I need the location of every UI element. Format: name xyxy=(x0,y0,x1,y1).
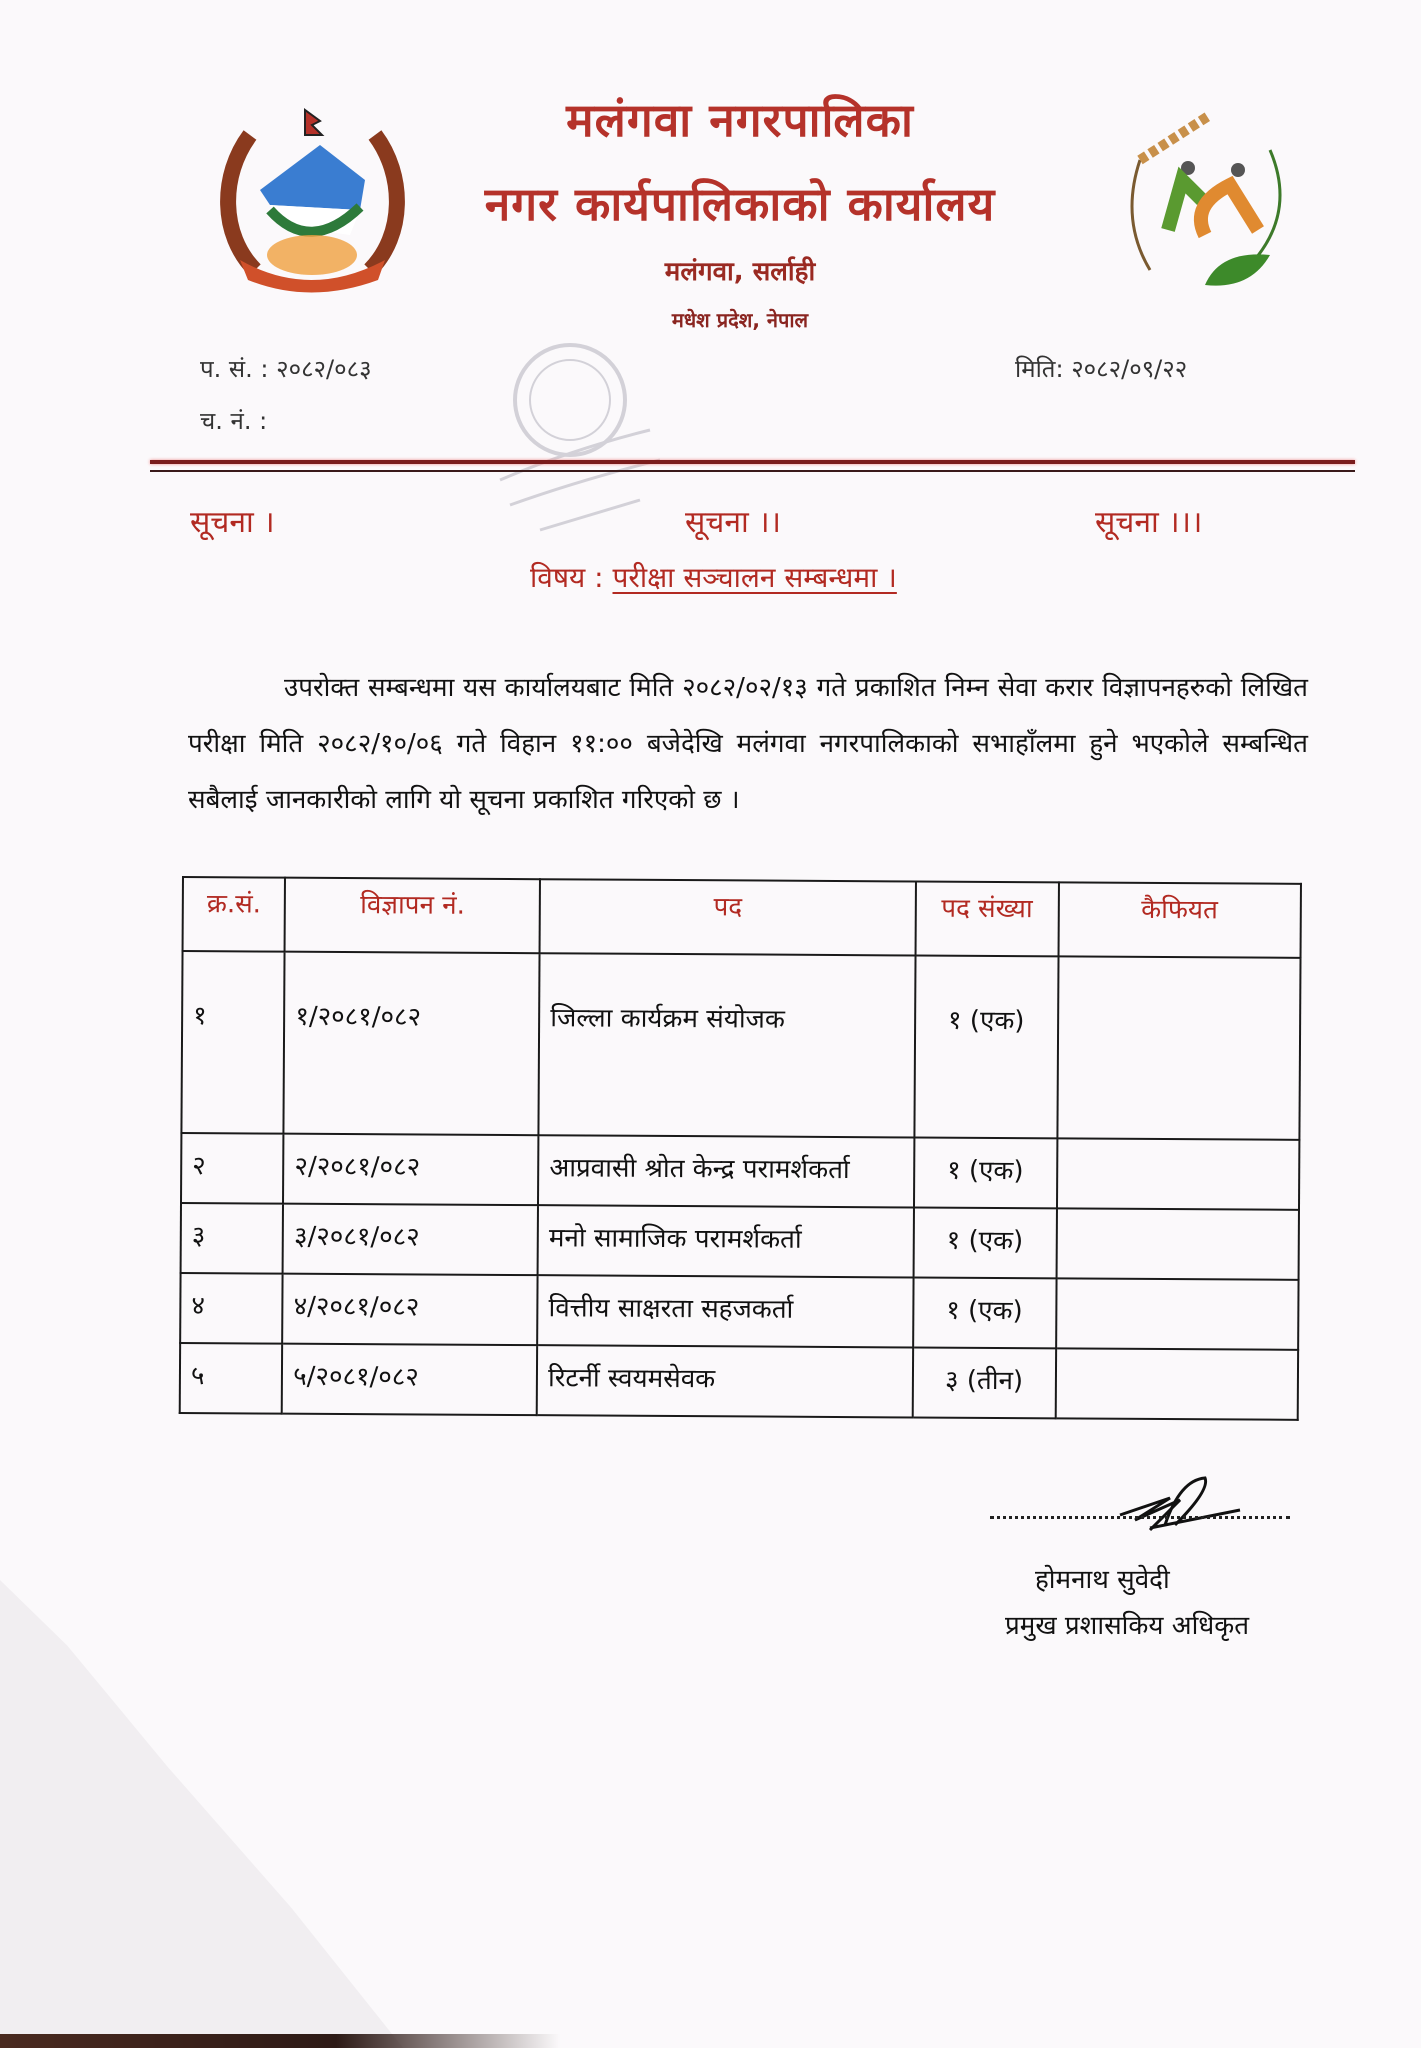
cell-count: १ (एक) xyxy=(914,1137,1057,1208)
dispatch-number xyxy=(200,404,267,437)
document-date xyxy=(1015,352,1187,385)
office-stamp-icon xyxy=(470,330,710,550)
paper-fold-shadow xyxy=(0,1580,560,2048)
cell-sn: ३ xyxy=(181,1203,284,1274)
signatory-name: होमनाथ सुवेदी xyxy=(1035,1565,1170,1595)
cell-post: वित्तीय साक्षरता सहजकर्ता xyxy=(537,1275,913,1347)
office-name: नगर कार्यपालिकाको कार्यालय xyxy=(484,177,996,231)
table-row xyxy=(180,1343,1298,1420)
column-header-remark: कैफियत xyxy=(1058,882,1301,957)
table-header-row xyxy=(183,877,1301,958)
column-header-post: पद xyxy=(540,879,916,955)
cell-adv-no: ३/२०८१/०८२ xyxy=(283,1204,538,1276)
signatory-title: प्रमुख प्रशासकिय अधिकृत xyxy=(1005,1611,1250,1641)
date-label: मिति: xyxy=(1015,355,1064,383)
exam-posts-table xyxy=(179,876,1302,1421)
reference-value: २०८२/०८३ xyxy=(276,355,372,383)
header-rule-thick xyxy=(150,460,1355,464)
notice-label-1: सूचना । xyxy=(190,505,275,540)
cell-post: रिटर्नी स्वयमसेवक xyxy=(537,1345,913,1417)
cell-adv-no: २/२०८१/०८२ xyxy=(283,1134,538,1206)
cell-sn: ४ xyxy=(180,1273,283,1344)
column-header-adv-no: विज्ञापन नं. xyxy=(285,878,540,954)
cell-remark xyxy=(1056,1278,1299,1349)
cell-remark xyxy=(1055,1348,1298,1419)
municipality-name: मलंगवा नगरपालिका xyxy=(566,93,914,147)
cell-post: आप्रवासी श्रोत केन्द्र परामर्शकर्ता xyxy=(538,1135,914,1207)
table-row xyxy=(180,1273,1298,1350)
subject-label: विषय : xyxy=(530,561,604,594)
cell-count: १ (एक) xyxy=(913,1207,1056,1278)
cell-sn: १ xyxy=(181,951,284,1134)
cell-remark xyxy=(1056,1208,1299,1279)
subject-line xyxy=(530,558,897,596)
notice-label-2: सूचना ।। xyxy=(685,505,782,540)
cell-remark xyxy=(1057,956,1301,1139)
cell-adv-no: १/२०८१/०८२ xyxy=(284,952,540,1136)
cell-count: ३ (तीन) xyxy=(913,1347,1056,1418)
table-row xyxy=(181,1133,1299,1210)
column-header-sn: क्र.सं. xyxy=(183,877,286,952)
column-header-count: पद संख्या xyxy=(915,881,1058,956)
signature-line xyxy=(990,1516,1290,1519)
reference-number xyxy=(200,352,372,385)
date-value: २०८२/०९/२२ xyxy=(1071,355,1188,383)
header-rule-thin xyxy=(150,470,1355,472)
cell-adv-no: ४/२०८१/०८२ xyxy=(282,1274,537,1346)
dispatch-label: च. नं. : xyxy=(200,407,268,435)
bottom-edge-shadow xyxy=(0,2034,560,2048)
cell-remark xyxy=(1057,1138,1300,1209)
subject-text: परीक्षा सञ्चालन सम्बन्धमा । xyxy=(612,561,897,594)
office-address: मलंगवा, सर्लाही xyxy=(664,257,816,287)
cell-count: १ (एक) xyxy=(914,955,1058,1138)
notice-label-3: सूचना ।।। xyxy=(1095,505,1203,540)
nepal-emblem-icon xyxy=(210,95,415,295)
cell-post: जिल्ला कार्यक्रम संयोजक xyxy=(539,953,916,1137)
municipality-logo-icon xyxy=(1110,100,1295,290)
cell-sn: ५ xyxy=(180,1343,283,1414)
table-row xyxy=(181,1203,1299,1280)
cell-post: मनो सामाजिक परामर्शकर्ता xyxy=(538,1205,914,1277)
cell-count: १ (एक) xyxy=(913,1277,1056,1348)
office-province: मधेश प्रदेश, नेपाल xyxy=(671,308,809,332)
cell-adv-no: ५/२०८१/०८२ xyxy=(282,1344,537,1416)
reference-label: प. सं. : xyxy=(200,355,269,383)
table-row xyxy=(181,951,1300,1140)
cell-sn: २ xyxy=(181,1133,284,1204)
signature-icon xyxy=(1110,1470,1250,1540)
notice-body: उपरोक्त सम्बन्धमा यस कार्यालयबाट मिति २०८२/०२/१३ गते प्रकाशित निम्न सेवा करार विज्ञापनहरुको लिखित परीक्षा मिति २०८२/१०/०६ गते विहान ११:०० बजेदेखि मलंगवा नगरपालिकाको सभाहाँलमा हुने भएकोले सम्बन्धित सबैलाई जानकारीको लागि यो सूचना प्रकाशित गरिएको छ । xyxy=(188,673,1308,815)
